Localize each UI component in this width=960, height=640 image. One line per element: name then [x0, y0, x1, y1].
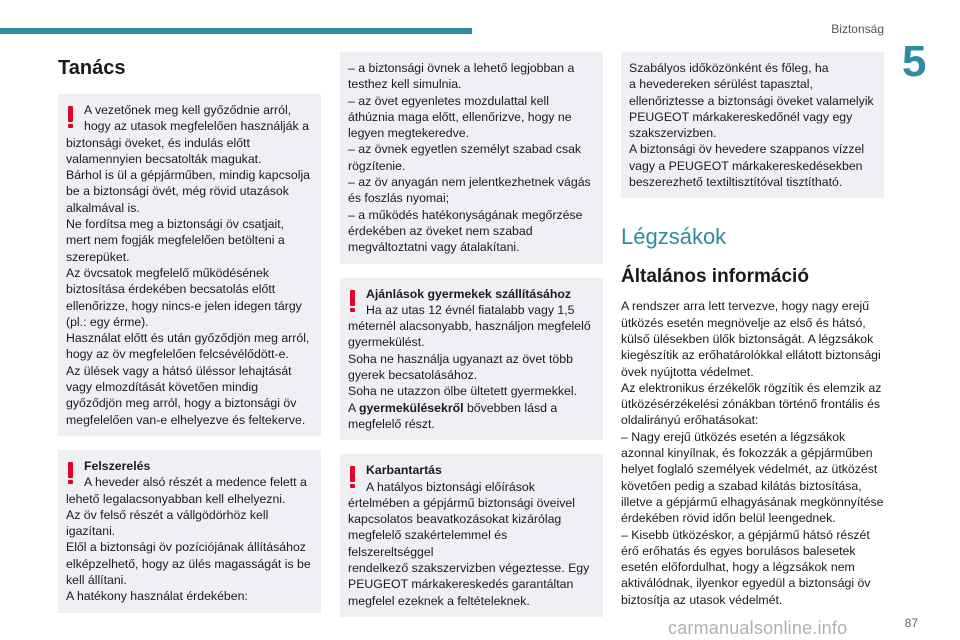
warning-text: értelmében a gépjármű biztonsági öveivel kapcsolatos beavatkozásokat kizárólag megfelelő szakértelemmel és felszereltséggel rendelkező szakszervizben végeztesse. Egy PEUGEOT márkakereskedés garantáltan megfelel ezeknek a feltételeknek. [348, 495, 590, 608]
warning-text-lead: A vezetőnek meg kell győződnie arról, hogy az utasok megfelelően használják a [84, 103, 309, 134]
cross-reference [348, 400, 595, 433]
info-text: – a biztonsági övnek a lehető legjobban a testhez kell simulnia. – az övet egyenletes mozdulattal kell áthúznia maga előtt, ellenőrizve, hogy ne legyen megtekeredve. – az övnek egyetlen személyt szabad csak rögzítenie. – az öv anyagán nem jelentkezhetnek vágás és foszlás nyomai; – a működés hatékonyságának megőrzése érdekében az öveket nem szabad megváltoztatni vagy átalakítani. [348, 61, 591, 255]
warning-text: méternél alacsonyabb, használjon megfelelő gyermekülést. Soha ne használja ugyanazt az övet több gyerek becsatolásához. Soha ne utazzon ölbe ültetett gyermekkel. [348, 319, 591, 399]
warning-text-lead: A heveder alsó részét a medence felett a [84, 475, 307, 490]
warning-icon [350, 466, 355, 488]
column-1 [58, 52, 321, 627]
warning-box-passengers [58, 94, 321, 436]
warning-icon [350, 290, 355, 312]
warning-icon [68, 106, 73, 128]
cross-reference-suffix: bővebben lásd a megfelelő részt. [348, 400, 558, 431]
warning-text-lead: Ha az utas 12 évnél fiatalabb vagy 1,5 [366, 302, 575, 317]
warning-title: Felszerelés [84, 458, 151, 473]
page-number: 87 [904, 616, 918, 630]
cross-reference-prefix: A [348, 400, 359, 415]
column-3 [621, 52, 884, 608]
section-color-bar [0, 28, 472, 34]
chapter-number: 5 [902, 37, 927, 86]
watermark: carmanualsonline.info [668, 618, 848, 638]
general-info-heading: Általános információ [621, 266, 809, 288]
section-title: Biztonság [831, 22, 884, 36]
warning-icon [68, 462, 73, 484]
info-box-usage [340, 52, 603, 264]
info-text: Szabályos időközönként és főleg, ha a hevedereken sérülést tapasztal, ellenőriztesse a biztonsági öveket valamelyik PEUGEOT márkakereskedőnél vagy egy szakszervizben. A biztonsági öv hevedere szappanos vízzel vagy a PEUGEOT márkakereskedésekben beszerezhető textiltisztítóval tisztítható. [629, 61, 874, 190]
info-box-inspection [621, 52, 884, 198]
warning-title: Ajánlások gyermekek szállításához [366, 286, 572, 301]
airbags-body-text: A rendszer arra lett tervezve, hogy nagy erejű ütközés esetén megnövelje az első és hátsó, külső ülésekben ülők biztonságát. A légzsákok kiegészítik az erőhatárolókkal ellátott biztonsági övek nyújtotta védelmet. Az elektronikus érzékelők rögzítik és elemzik az ütközésérzékelési zónákban történő frontális és oldalirányú erőhatásokat: – Nagy erejű ütközés esetén a légzsákok azonnal kinyílnak, és fokozzák a gépjárműben helyet foglaló személyek védelmét, az ütközést követően pedig a szabad kilátás biztosítása, illetve a gépjármű elhagyásának megkönnyítése érdekében rövid időn belül leengednek. – Kisebb ütközéskor, a gépjármű hátsó részét érő erőhatás és egyes borulásos balesetek esetén előfordulhat, hogy a légzsákok nem aktiválódnak, ilyenkor egyedül a biztonsági öv biztosítja az utasok védelmét. [621, 299, 884, 607]
airbags-heading: Légzsákok [621, 224, 727, 250]
tips-heading: Tanács [58, 57, 126, 79]
warning-box-maintenance [340, 454, 603, 617]
warning-text-lead: A hatályos biztonsági előírások [366, 479, 535, 494]
cross-reference-link: gyermekülésekről [358, 400, 464, 415]
warning-box-fitting [58, 450, 321, 613]
warning-title: Karbantartás [366, 463, 442, 478]
warning-box-children [340, 278, 603, 441]
warning-text: lehető legalacsonyabban kell elhelyezni. Az öv felső részét a vállgödörhöz kell igazítani. Elől a biztonsági öv pozíciójának állításához elképzelhető, hogy az ülés magasságát is be kell állítani. A hatékony használat érdekében: [66, 491, 311, 604]
warning-text: biztonsági öveket, és indulás előtt valamennyien becsatolták magukat. Bárhol is ül a gépjárműben, mindig kapcsolja be a biztonsági övét, még rövid utazások alkalmával is. Ne fordítsa meg a biztonsági öv csatjait, mert nem fogják megfelelően betölteni a szerepüket. Az övcsatok megfelelő működésének biztosítása érdekében becsatolás előtt ellenőrizze, hogy nincs-e jelen idegen tárgy (pl.: egy érme). Használat előtt és után győződjön meg arról, hogy az öv megfelelően felcsévélődött-e. Az ülések vagy a hátsó üléssor lehajtását vagy elmozdítását követően mindig győződjön meg arról, hogy a biztonsági öv megfelelően van-e elhelyezve és feltekerve. [66, 135, 311, 427]
column-2 [340, 52, 603, 631]
